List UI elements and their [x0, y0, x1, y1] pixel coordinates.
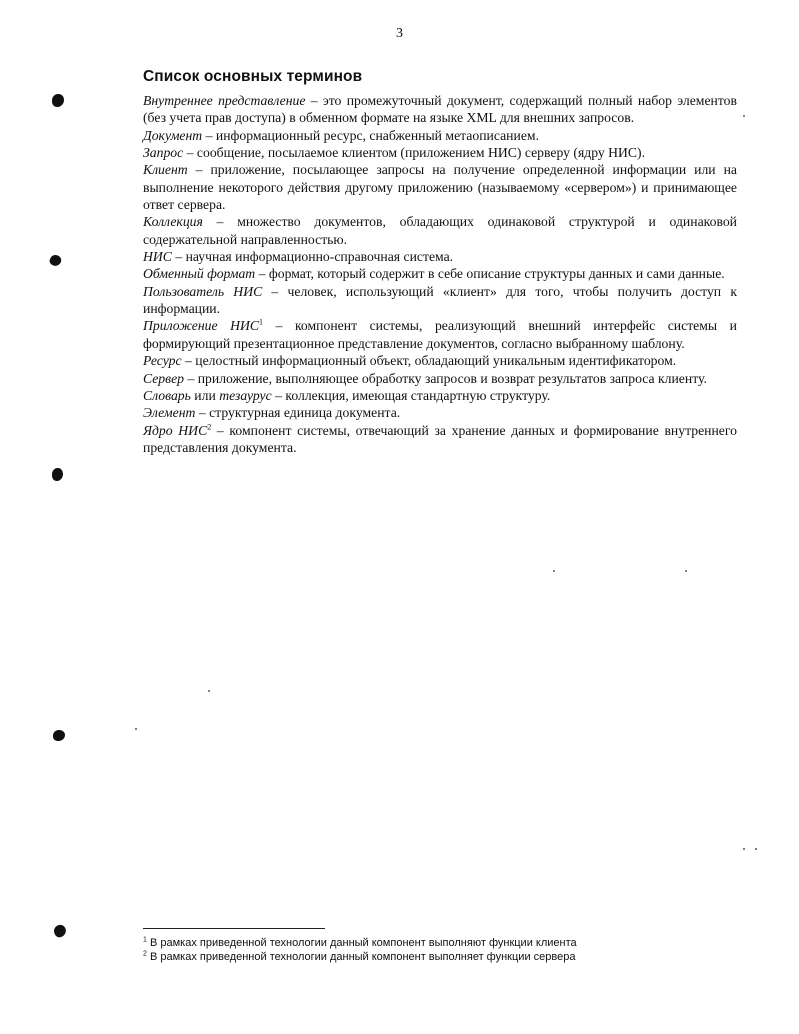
- glossary-list: [143, 92, 737, 456]
- footnote-mark: 2: [143, 950, 147, 958]
- glossary-definition: – целостный информационный объект, обладающий уникальным идентификатором.: [181, 353, 677, 369]
- glossary-entry: [143, 161, 737, 213]
- glossary-definition: – сообщение, посылаемое клиентом (приложением НИС) серверу (ядру НИС).: [183, 145, 646, 161]
- footnote-divider: [143, 928, 325, 929]
- punch-hole-mark: [52, 94, 64, 107]
- glossary-entry: [143, 248, 737, 265]
- glossary-term: Коллекция: [143, 214, 203, 230]
- glossary-definition: – научная информационно-справочная система.: [171, 249, 454, 265]
- glossary-definition: – приложение, выполняющее обработку запросов и возврат результатов запроса клиенту.: [184, 370, 707, 386]
- glossary-entry: [143, 387, 737, 404]
- glossary-definition: – коллекция, имеющая стандартную структуру.: [271, 387, 551, 403]
- glossary-entry: [143, 265, 737, 282]
- glossary-definition: – множество документов, обладающих одинаковой структурой и одинаковой содержательной направленностью.: [143, 214, 737, 247]
- glossary-term: Сервер: [143, 370, 185, 386]
- glossary-entry: [143, 283, 737, 318]
- scan-speck: [208, 690, 210, 692]
- footnote: [143, 936, 743, 950]
- footnote-mark: 1: [143, 936, 147, 944]
- page-number: 3: [396, 26, 403, 41]
- glossary-term: Обменный формат: [143, 266, 256, 282]
- glossary-definition: – формат, который содержит в себе описание структуры данных и сами данные.: [255, 266, 725, 282]
- scan-speck: [553, 570, 555, 572]
- page-title: Список основных терминов: [143, 68, 363, 85]
- glossary-term: НИС: [143, 249, 172, 265]
- footnote: [143, 950, 743, 964]
- glossary-term: Словарь: [143, 387, 191, 403]
- footnote-text: В рамках приведенной технологии данный компонент выполняет функции сервера: [146, 951, 576, 963]
- glossary-definition: – компонент системы, отвечающий за хранение данных и формирование внутреннего представления документа.: [143, 422, 737, 455]
- glossary-entry: [143, 127, 737, 144]
- glossary-definition: – информационный ресурс, снабженный метаописанием.: [202, 127, 539, 143]
- glossary-term: Клиент: [143, 162, 188, 178]
- punch-hole-mark: [52, 468, 63, 481]
- scan-speck: [755, 848, 757, 850]
- glossary-term: Документ: [143, 127, 203, 143]
- glossary-definition: – компонент системы, реализующий внешний интерфейс системы и формирующий презентационное представление документов, согласно выбранному шаблону.: [143, 318, 737, 351]
- glossary-definition: – структурная единица документа.: [195, 405, 401, 421]
- glossary-definition: – приложение, посылающее запросы на получение определенной информации или на выполнение некоторого действия другому приложению (называемому «сервером») и принимающее ответ сервера.: [143, 162, 737, 213]
- footnote-ref: 2: [207, 421, 212, 431]
- scan-speck: [743, 115, 745, 117]
- glossary-entry: [143, 404, 737, 421]
- glossary-term: Приложение НИС: [143, 318, 260, 334]
- scan-speck: [685, 570, 687, 572]
- glossary-joiner: или: [190, 387, 220, 403]
- glossary-definition: – это промежуточный документ, содержащий полный набор элементов (без учета прав доступа) в обменном формате на языке XML для внешних запросов.: [143, 93, 737, 126]
- scan-speck: [743, 848, 745, 850]
- punch-hole-mark: [53, 730, 65, 741]
- footnote-ref: 1: [259, 317, 264, 327]
- glossary-term-alt: тезаурус: [219, 387, 272, 403]
- punch-hole-mark: [48, 253, 63, 268]
- glossary-entry: [143, 422, 737, 457]
- glossary-term: Внутреннее представление: [143, 93, 306, 108]
- glossary-definition: – человек, использующий «клиент» для того, чтобы получить доступ к информации.: [143, 283, 737, 317]
- glossary-entry: [143, 92, 737, 127]
- glossary-entry: [143, 213, 737, 248]
- glossary-term: Элемент: [143, 405, 196, 421]
- glossary-term: Ядро НИС: [143, 422, 208, 438]
- glossary-entry: [143, 317, 737, 352]
- glossary-term: Пользователь НИС: [143, 283, 263, 299]
- glossary-entry: [143, 370, 737, 387]
- punch-hole-mark: [52, 923, 67, 938]
- glossary-term: Запрос: [143, 145, 184, 161]
- footnote-text: В рамках приведенной технологии данный компонент выполняют функции клиента: [146, 937, 577, 949]
- glossary-entry: [143, 144, 737, 161]
- glossary-term: Ресурс: [143, 353, 182, 369]
- scan-speck: [135, 728, 137, 730]
- footnotes: [143, 936, 743, 964]
- glossary-entry: [143, 352, 737, 369]
